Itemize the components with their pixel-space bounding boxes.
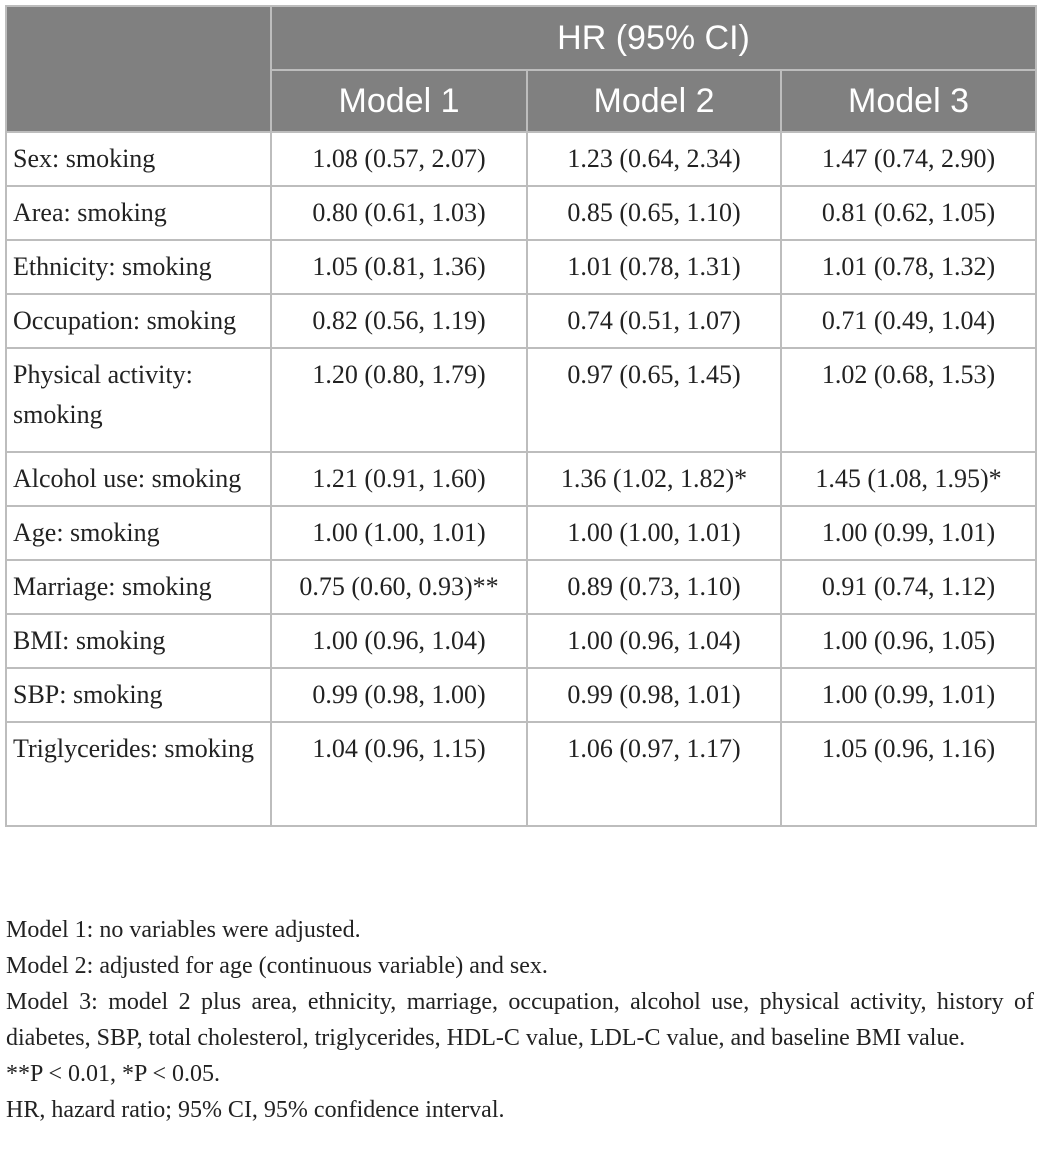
table-row [6,560,1036,614]
cell-model-2: 0.97 (0.65, 1.45) [527,348,781,452]
row-label: Sex: smoking [6,132,271,186]
cell-model-1: 0.80 (0.61, 1.03) [271,186,527,240]
cell-model-1: 0.82 (0.56, 1.19) [271,294,527,348]
cell-model-1: 1.20 (0.80, 1.79) [271,348,527,452]
cell-model-2: 1.36 (1.02, 1.82)* [527,452,781,506]
cell-model-1: 1.00 (0.96, 1.04) [271,614,527,668]
cell-model-3: 1.47 (0.74, 2.90) [781,132,1036,186]
table-row [6,722,1036,826]
cell-model-1: 1.21 (0.91, 1.60) [271,452,527,506]
row-label: Area: smoking [6,186,271,240]
table-footnotes [6,912,1034,1128]
column-header-model-2: Model 2 [527,70,781,132]
column-header-model-1: Model 1 [271,70,527,132]
cell-model-3: 1.00 (0.99, 1.01) [781,668,1036,722]
hazard-ratio-table [5,5,1037,827]
cell-model-1: 1.05 (0.81, 1.36) [271,240,527,294]
row-label: Alcohol use: smoking [6,452,271,506]
row-label: Marriage: smoking [6,560,271,614]
table-row [6,452,1036,506]
cell-model-1: 0.99 (0.98, 1.00) [271,668,527,722]
cell-model-3: 0.91 (0.74, 1.12) [781,560,1036,614]
footnote-significance: **P < 0.01, *P < 0.05. [6,1061,220,1087]
header-corner-cell [6,6,271,132]
row-label: Ethnicity: smoking [6,240,271,294]
cell-model-3: 1.05 (0.96, 1.16) [781,722,1036,826]
cell-model-3: 1.00 (0.99, 1.01) [781,506,1036,560]
cell-model-2: 0.74 (0.51, 1.07) [527,294,781,348]
cell-model-2: 1.00 (1.00, 1.01) [527,506,781,560]
cell-model-2: 1.00 (0.96, 1.04) [527,614,781,668]
cell-model-1: 1.04 (0.96, 1.15) [271,722,527,826]
cell-model-2: 1.06 (0.97, 1.17) [527,722,781,826]
table-body [6,132,1036,826]
row-label: Triglycerides: smoking [6,722,271,826]
row-label: Age: smoking [6,506,271,560]
cell-model-3: 0.71 (0.49, 1.04) [781,294,1036,348]
row-label: BMI: smoking [6,614,271,668]
cell-model-1: 1.08 (0.57, 2.07) [271,132,527,186]
footnote-model-3: Model 3: model 2 plus area, ethnicity, marriage, occupation, alcohol use, physical activity, history of diabetes, SBP, total cholesterol, triglycerides, HDL-C value, LDL-C value, and baseline BMI value. [6,989,1034,1051]
cell-model-2: 1.01 (0.78, 1.31) [527,240,781,294]
table-row [6,506,1036,560]
cell-model-2: 0.99 (0.98, 1.01) [527,668,781,722]
table-row [6,614,1036,668]
cell-model-2: 0.89 (0.73, 1.10) [527,560,781,614]
table-row [6,186,1036,240]
cell-model-3: 1.02 (0.68, 1.53) [781,348,1036,452]
footnote-model-2: Model 2: adjusted for age (continuous variable) and sex. [6,953,548,979]
cell-model-3: 1.45 (1.08, 1.95)* [781,452,1036,506]
row-label: Occupation: smoking [6,294,271,348]
column-header-model-3: Model 3 [781,70,1036,132]
cell-model-1: 0.75 (0.60, 0.93)** [271,560,527,614]
table-row [6,240,1036,294]
cell-model-3: 0.81 (0.62, 1.05) [781,186,1036,240]
table-row [6,348,1036,452]
table-row [6,294,1036,348]
table-row [6,132,1036,186]
row-label: Physical activity: smoking [6,348,271,452]
cell-model-3: 1.00 (0.96, 1.05) [781,614,1036,668]
footnote-model-1: Model 1: no variables were adjusted. [6,917,361,943]
cell-model-3: 1.01 (0.78, 1.32) [781,240,1036,294]
table-row [6,668,1036,722]
cell-model-2: 0.85 (0.65, 1.10) [527,186,781,240]
table-header [6,6,1036,132]
footnote-abbreviations: HR, hazard ratio; 95% CI, 95% confidence interval. [6,1097,505,1123]
hazard-ratio-table-container [5,5,1035,827]
group-header: HR (95% CI) [271,6,1036,70]
row-label: SBP: smoking [6,668,271,722]
cell-model-1: 1.00 (1.00, 1.01) [271,506,527,560]
cell-model-2: 1.23 (0.64, 2.34) [527,132,781,186]
